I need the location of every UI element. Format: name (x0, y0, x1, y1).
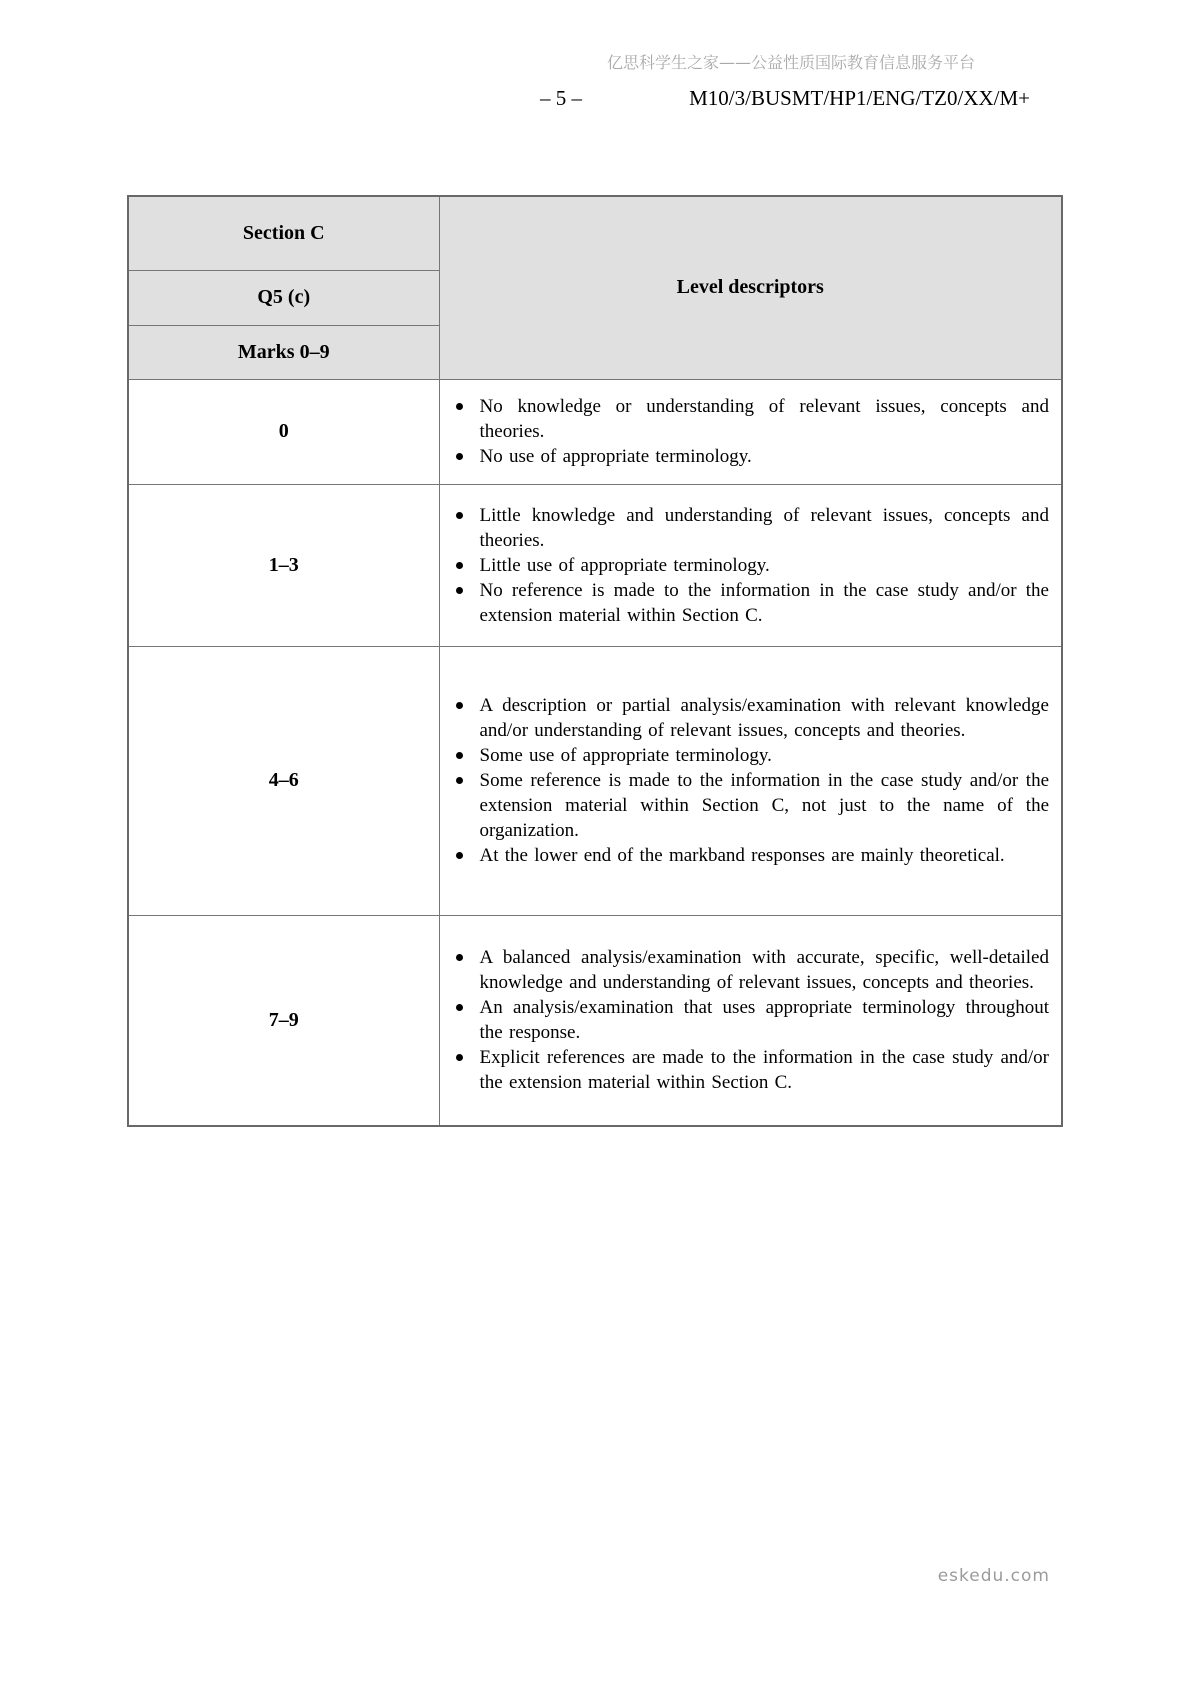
descriptor-text: No use of appropriate terminology. (479, 446, 752, 467)
descriptor-item (440, 693, 1050, 743)
marks-band-label: 7–9 (128, 915, 439, 1126)
level-descriptors-header-cell: Level descriptors (439, 196, 1062, 379)
bullet-icon (456, 1054, 463, 1061)
descriptor-text: A balanced analysis/examination with accurate, specific, well-detailed knowledge and understanding of relevant issues, concepts and theories. (479, 947, 1049, 994)
descriptor-item (440, 503, 1050, 553)
descriptor-cell (439, 646, 1062, 915)
descriptor-text: An analysis/examination that uses appropriate terminology throughout the response. (479, 997, 1049, 1044)
marks-band-label: 1–3 (128, 484, 439, 646)
descriptor-text: Little use of appropriate terminology. (479, 554, 770, 576)
watermark-text: eskedu.com (937, 1566, 1050, 1586)
bullet-icon (456, 562, 463, 569)
descriptor-list (440, 939, 1062, 1101)
table-row (128, 379, 1062, 484)
bullet-icon (456, 954, 463, 961)
bullet-icon (456, 403, 463, 410)
bullet-icon (456, 852, 463, 859)
descriptor-list (440, 388, 1062, 475)
bullet-icon (456, 1004, 463, 1011)
descriptor-text: No knowledge or understanding of relevant issues, concepts and theories. (479, 396, 1049, 442)
markscheme-table (127, 195, 1063, 1127)
descriptor-item (440, 444, 1050, 469)
descriptor-text: No reference is made to the information in the case study and/or the extension material within Section C. (479, 579, 1049, 626)
descriptor-text: At the lower end of the markband responses are mainly theoretical. (479, 845, 1005, 866)
descriptor-item (440, 768, 1050, 843)
header-row-section (128, 196, 1062, 270)
section-header-cell: Section C (128, 196, 439, 270)
descriptor-text: Little knowledge and understanding of relevant issues, concepts and theories. (479, 504, 1049, 551)
question-header-cell: Q5 (c) (128, 270, 439, 325)
descriptor-item (440, 843, 1050, 868)
bullet-icon (456, 777, 463, 784)
bullet-icon (456, 702, 463, 709)
site-banner-text: 亿思科学生之家——公益性质国际教育信息服务平台 (606, 53, 975, 72)
table-row (128, 646, 1062, 915)
page-number: – 5 – (540, 86, 582, 110)
bullet-icon (456, 512, 463, 519)
descriptor-text: Explicit references are made to the information in the case study and/or the extension material within Section C. (479, 1047, 1049, 1094)
bullet-icon (456, 587, 463, 594)
descriptor-item (440, 578, 1050, 628)
descriptor-cell (439, 379, 1062, 484)
descriptor-item (440, 553, 1050, 578)
table-row (128, 915, 1062, 1126)
descriptor-list (440, 497, 1062, 634)
descriptor-item (440, 743, 1050, 768)
descriptor-text: A description or partial analysis/examination with relevant knowledge and/or understanding of relevant issues, concepts and theories. (479, 695, 1049, 741)
marks-band-label: 4–6 (128, 646, 439, 915)
table-row (128, 484, 1062, 646)
descriptor-cell (439, 915, 1062, 1126)
descriptor-item (440, 945, 1050, 995)
descriptor-item (440, 1045, 1050, 1095)
descriptor-item (440, 995, 1050, 1045)
marks-header-cell: Marks 0–9 (128, 325, 439, 379)
bullet-icon (456, 752, 463, 759)
document-code: M10/3/BUSMT/HP1/ENG/TZ0/XX/M+ (689, 86, 1030, 110)
bullet-icon (456, 453, 463, 460)
descriptor-text: Some reference is made to the information in the case study and/or the extension material within Section C, not just to the name of the organization. (479, 770, 1049, 841)
descriptor-cell (439, 484, 1062, 646)
descriptor-item (440, 394, 1050, 444)
descriptor-list (440, 687, 1062, 874)
marks-band-label: 0 (128, 379, 439, 484)
descriptor-text: Some use of appropriate terminology. (479, 745, 772, 766)
